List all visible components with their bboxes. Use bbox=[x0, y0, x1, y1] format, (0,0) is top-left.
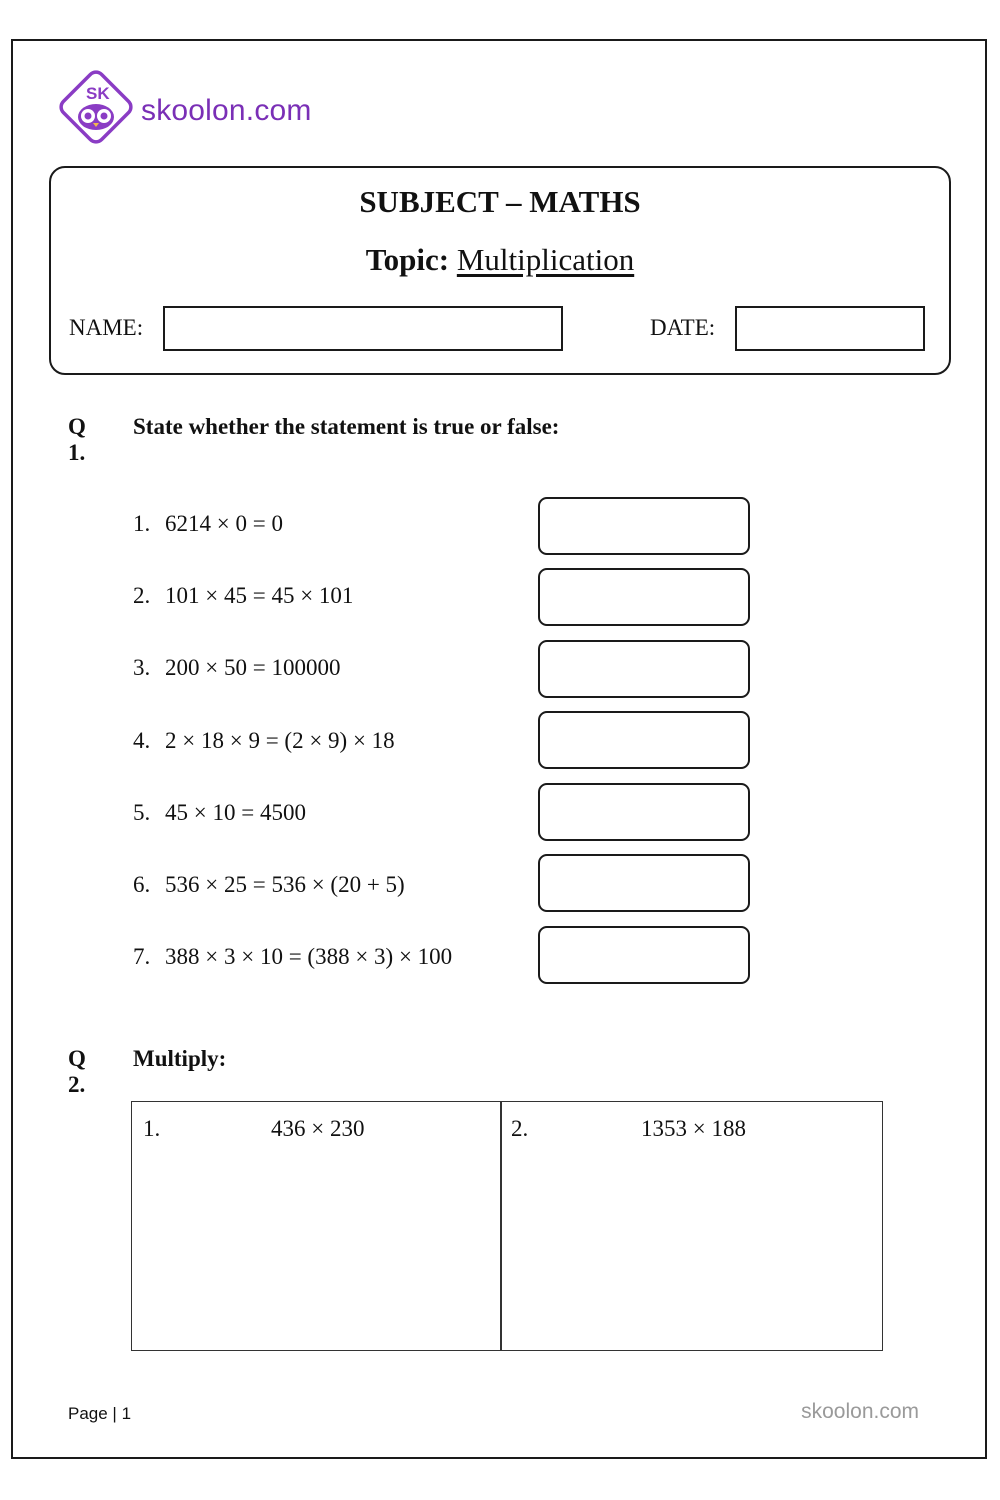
statement-text: 200 × 50 = 100000 bbox=[165, 655, 341, 680]
worksheet-header bbox=[49, 166, 951, 375]
statement-number: 2. bbox=[133, 583, 151, 608]
question-2-text: Multiply: bbox=[133, 1046, 227, 1071]
topic-label: Topic: bbox=[365, 242, 450, 277]
topic-line bbox=[51, 242, 949, 278]
name-field[interactable] bbox=[163, 306, 563, 351]
name-label: NAME: bbox=[69, 315, 144, 340]
work-cell-1-number: 1. bbox=[143, 1116, 161, 1141]
answer-box-6[interactable] bbox=[538, 854, 750, 912]
subject-title: SUBJECT – MATHS bbox=[359, 184, 641, 219]
statement-text: 2 × 18 × 9 = (2 × 9) × 18 bbox=[165, 728, 395, 753]
answer-box-7[interactable] bbox=[538, 926, 750, 984]
statement-text: 45 × 10 = 4500 bbox=[165, 800, 306, 825]
statement-item bbox=[133, 511, 283, 537]
answer-box-1[interactable] bbox=[538, 497, 750, 555]
owl-logo-icon bbox=[55, 66, 137, 148]
work-cell-2-number: 2. bbox=[511, 1116, 529, 1141]
statement-item bbox=[133, 944, 452, 970]
statement-number: 3. bbox=[133, 655, 151, 680]
date-field[interactable] bbox=[735, 306, 925, 351]
statement-number: 7. bbox=[133, 944, 151, 969]
question-1-number: Q 1. bbox=[68, 414, 86, 465]
multiply-work-table bbox=[131, 1101, 883, 1351]
statement-item bbox=[133, 800, 306, 826]
answer-box-3[interactable] bbox=[538, 640, 750, 698]
question-1-text: State whether the statement is true or false: bbox=[133, 414, 560, 439]
statement-item bbox=[133, 872, 405, 898]
statement-text: 388 × 3 × 10 = (388 × 3) × 100 bbox=[165, 944, 453, 969]
topic-value: Multiplication bbox=[456, 242, 635, 277]
statement-text: 536 × 25 = 536 × (20 + 5) bbox=[165, 872, 405, 897]
statement-item bbox=[133, 728, 395, 754]
statement-text: 101 × 45 = 45 × 101 bbox=[165, 583, 354, 608]
brand-logo[interactable] bbox=[55, 66, 325, 150]
statement-item bbox=[133, 583, 353, 609]
statement-number: 1. bbox=[133, 511, 151, 536]
work-cell-1-expression: 436 × 230 bbox=[271, 1116, 365, 1141]
statement-text: 6214 × 0 = 0 bbox=[165, 511, 283, 536]
answer-box-2[interactable] bbox=[538, 568, 750, 626]
statement-number: 4. bbox=[133, 728, 151, 753]
page-number: Page | 1 bbox=[68, 1404, 132, 1423]
answer-box-4[interactable] bbox=[538, 711, 750, 769]
svg-text:SK: SK bbox=[86, 84, 110, 103]
question-2-number: Q 2. bbox=[68, 1046, 86, 1097]
statement-item bbox=[133, 655, 340, 681]
work-cell-2-expression: 1353 × 188 bbox=[641, 1116, 746, 1141]
footer-site-link[interactable]: skoolon.com bbox=[801, 1400, 919, 1423]
statement-number: 5. bbox=[133, 800, 151, 825]
table-divider bbox=[500, 1102, 502, 1350]
date-label: DATE: bbox=[650, 315, 716, 340]
answer-box-5[interactable] bbox=[538, 783, 750, 841]
brand-name: skoolon.com bbox=[141, 94, 312, 127]
statement-number: 6. bbox=[133, 872, 151, 897]
